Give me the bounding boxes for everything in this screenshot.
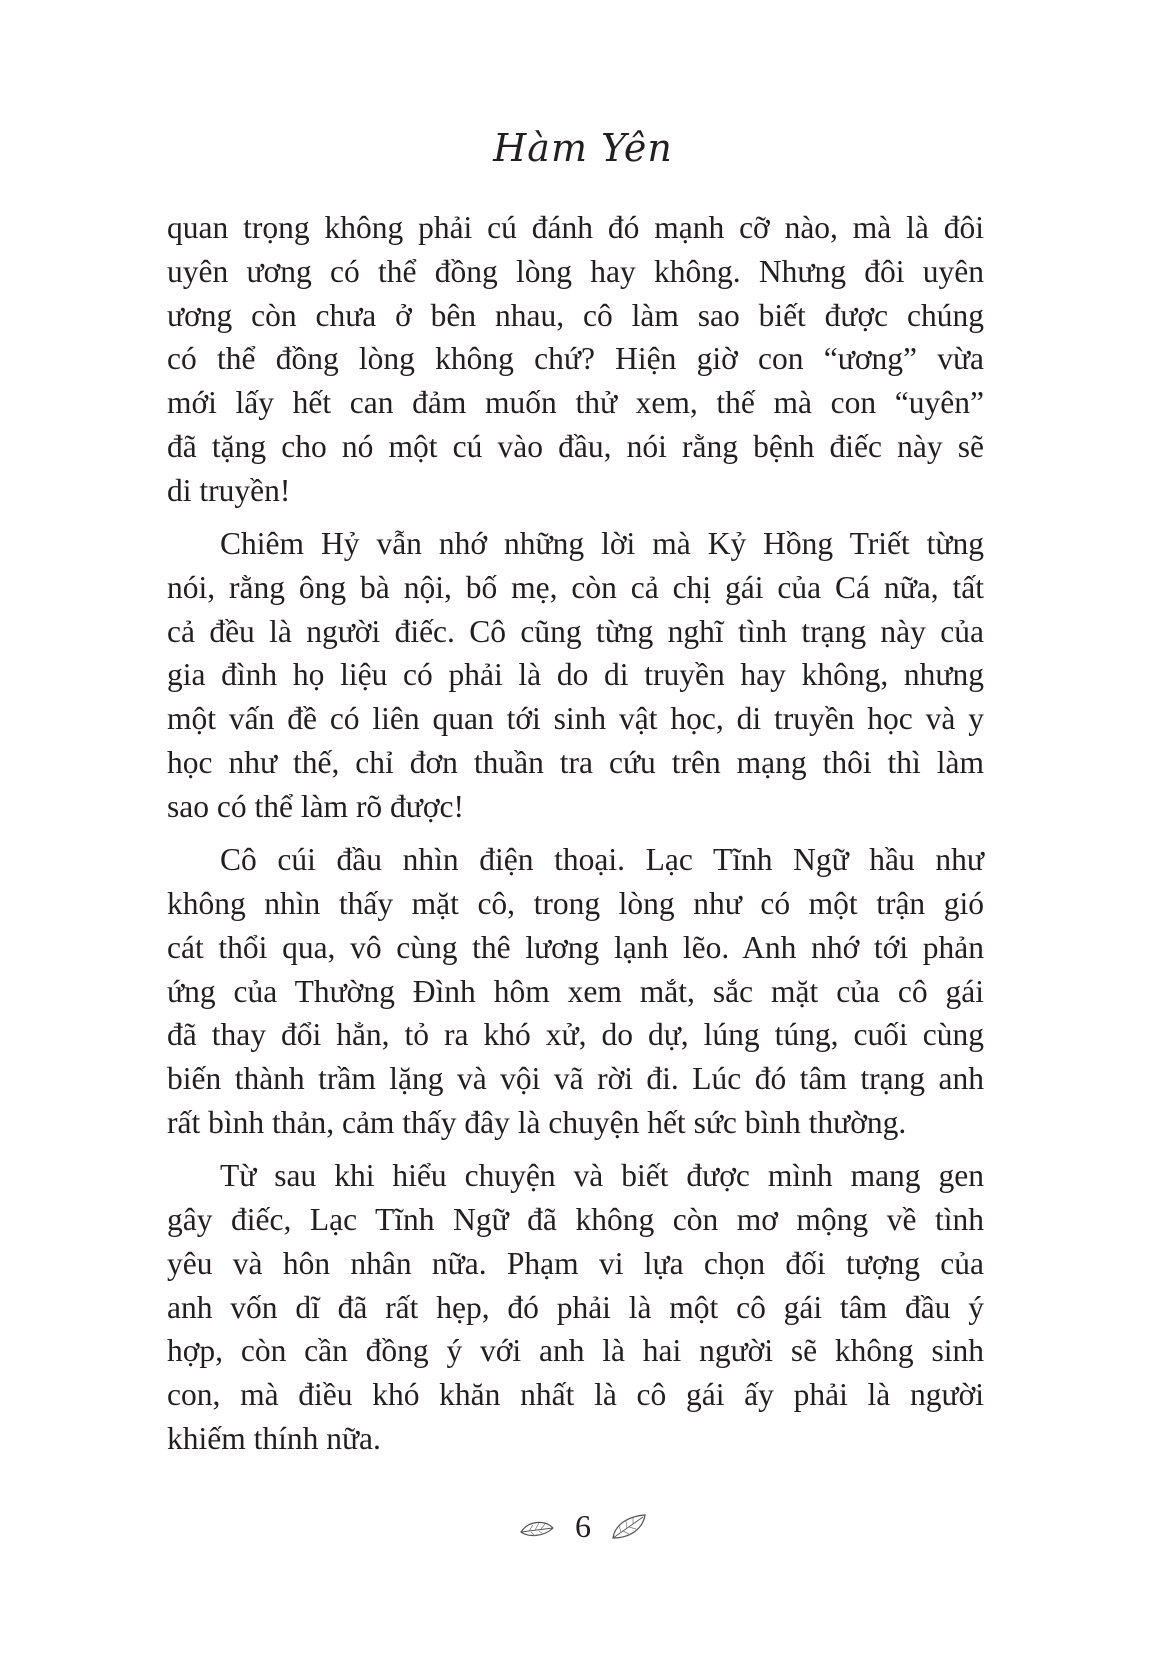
text-line: gây điếc, Lạc Tĩnh Ngữ đã không còn mơ mộng về tình: [167, 1202, 984, 1238]
text-line: có thể đồng lòng không chứ? Hiện giờ con “ương” vừa: [167, 341, 984, 377]
paragraph: [167, 1154, 984, 1461]
text-line: mới lấy hết can đảm muốn thử xem, thế mà con “uyên”: [167, 385, 984, 421]
text-line: nói, rằng ông bà nội, bố mẹ, còn cả chị gái của Cá nữa, tất: [167, 569, 984, 605]
text-line: học như thế, chỉ đơn thuần tra cứu trên mạng thôi thì làm: [167, 745, 984, 781]
text-line: hợp, còn cần đồng ý với anh là hai người sẽ không sinh: [167, 1333, 984, 1369]
text-line: cả đều là người điếc. Cô cũng từng nghĩ tình trạng này của: [167, 613, 984, 649]
page-number: 6: [575, 1508, 591, 1544]
text-line: ương còn chưa ở bên nhau, cô làm sao biết được chúng: [167, 297, 984, 333]
text-line: đã tặng cho nó một cú vào đầu, nói rằng bệnh điếc này sẽ: [167, 428, 984, 464]
text-line: cát thổi qua, vô cùng thê lương lạnh lẽo. Anh nhớ tới phản: [167, 929, 984, 965]
running-header: Hàm Yên: [493, 126, 673, 170]
text-line: Từ sau khi hiểu chuyện và biết được mình mang gen: [220, 1158, 984, 1194]
text-line: uyên ương có thể đồng lòng hay không. Nhưng đôi uyên: [167, 253, 984, 289]
text-line: con, mà điều khó khăn nhất là cô gái ấy phải là người: [167, 1377, 984, 1413]
text-line: một vấn đề có liên quan tới sinh vật học, di truyền học và y: [167, 701, 984, 737]
text-line: biến thành trầm lặng và vội vã rời đi. Lúc đó tâm trạng anh: [167, 1061, 984, 1097]
text-line: Cô cúi đầu nhìn điện thoại. Lạc Tĩnh Ngữ hầu như: [220, 842, 984, 878]
text-line: rất bình thản, cảm thấy đây là chuyện hết sức bình thường.: [167, 1104, 907, 1140]
leaf-left-icon: [517, 1512, 557, 1542]
text-line: quan trọng không phải cú đánh đó mạnh cỡ nào, mà là đôi: [167, 210, 984, 245]
text-line: gia đình họ liệu có phải là do di truyền hay không, nhưng: [167, 657, 984, 693]
text-line: đã thay đổi hẳn, tỏ ra khó xử, do dự, lúng túng, cuối cùng: [167, 1017, 984, 1053]
paragraph: [167, 206, 984, 513]
leaf-right-icon: [609, 1512, 649, 1542]
text-line: không nhìn thấy mặt cô, trong lòng như có một trận gió: [167, 885, 984, 921]
text-line: ứng của Thường Đình hôm xem mắt, sắc mặt của cô gái: [167, 973, 984, 1009]
paragraph: [167, 838, 984, 1145]
page-body: [167, 206, 984, 1470]
paragraph: [167, 522, 984, 829]
text-line: khiếm thính nữa.: [167, 1421, 381, 1457]
page-footer: [0, 1508, 1166, 1545]
text-line: anh vốn dĩ đã rất hẹp, đó phải là một cô gái tâm đầu ý: [167, 1289, 984, 1325]
text-line: sao có thể làm rõ được!: [167, 788, 465, 824]
text-line: yêu và hôn nhân nữa. Phạm vi lựa chọn đối tượng của: [167, 1245, 984, 1281]
text-line: di truyền!: [167, 472, 291, 508]
text-line: Chiêm Hỷ vẫn nhớ những lời mà Kỷ Hồng Triết từng: [220, 526, 984, 562]
